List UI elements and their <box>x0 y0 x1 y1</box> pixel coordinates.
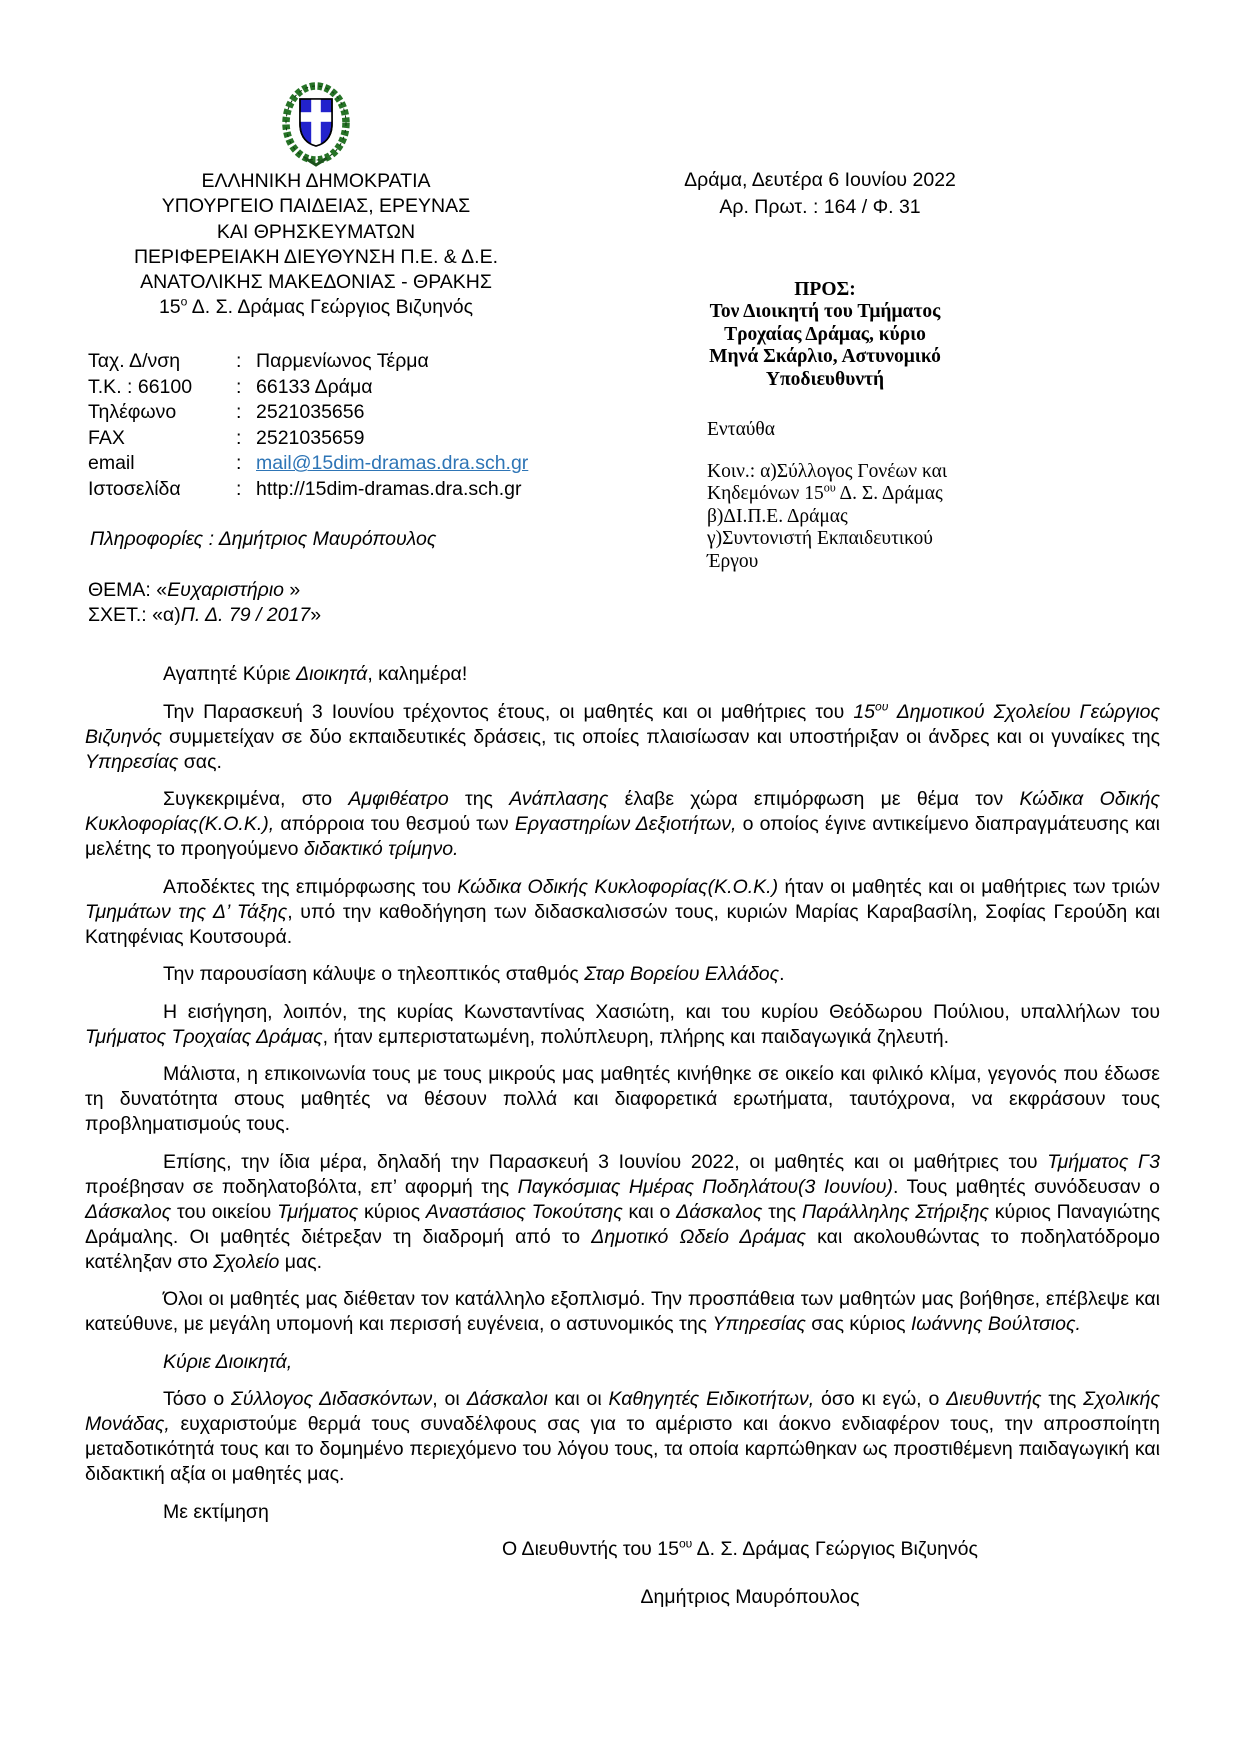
contact-label: Ιστοσελίδα <box>88 477 181 500</box>
pros-line: Μηνά Σκάρλιο, Αστυνομικό <box>709 346 941 368</box>
contact-value: 66133 Δράμα <box>256 375 373 398</box>
contact-value: 2521035656 <box>256 401 365 424</box>
ministry-line: ΠΕΡΙΦΕΡΕΙΑΚΗ ΔΙΕΥΘΥΝΣΗ Π.Ε. & Δ.Ε. <box>133 245 499 268</box>
body-paragraph: Κύριε Διοικητά, <box>163 1350 293 1373</box>
contact-label: FAX <box>88 426 125 449</box>
body-paragraph: Η εισήγηση, λοιπόν, της κυρίας Κωνσταντίνας Χασιώτη, και του κυρίου Θεόδωρου Πούλιου, υπαλλήλων του Τμήματος Τροχαίας Δράμας, ήταν εμπεριστατωμένη, πολύπλευρη, πλήρης και παιδαγωγικά ζηλευτή. <box>85 1000 1160 1048</box>
pros-line: Τροχαίας Δράμας, κύριο <box>724 323 926 345</box>
ministry-line: ΚΑΙ ΘΡΗΣΚΕΥΜΑΤΩΝ <box>216 220 416 243</box>
contact-row-phone <box>88 400 528 426</box>
pros-line: Τον Διοικητή του Τμήματος <box>709 301 941 323</box>
signature-title: Ο Διευθυντής του $15^{o\upsilon}$ Δ. Σ. Δράμας Γεώργιος Βιζυηνός <box>502 1536 978 1560</box>
recipient-block <box>675 279 975 391</box>
body-paragraph: Αποδέκτες της επιμόρφωσης του Κώδικα Οδικής Κυκλοφορίας(Κ.Ο.Κ.) ήταν οι μαθητές και οι μαθήτριες των τριών Τμημάτων της Δ’ Τάξης, υπό την καθοδήγηση των διδασκαλισσών τους, κυριών Μαρίας Καραβασίλη, Σοφίας Γερούδη και Κατηφένιας Κουτσουρά. <box>85 875 1160 948</box>
date-line: Δράμα, Δευτέρα 6 Ιουνίου 2022 <box>684 169 956 191</box>
cc-line: γ)Συντονιστή Εκπαιδευτικού <box>707 528 933 550</box>
info-line: Πληροφορίες : Δημήτριος Μαυρόπουλος <box>90 528 437 550</box>
school-name-line: $15^o$ Δ. Σ. Δράμας Γεώργιος Βιζυηνός <box>158 294 474 319</box>
greek-coat-of-arms-emblem <box>85 82 547 168</box>
pros-line: Υποδιευθυντή <box>765 368 885 390</box>
cc-line: β)ΔΙ.Π.Ε. Δράμας <box>707 505 848 527</box>
contact-label: Τηλέφωνο <box>88 401 177 424</box>
body-paragraph: Επίσης, την ίδια μέρα, δηλαδή την Παρασκευή 3 Ιουνίου 2022, οι μαθητές και οι μαθήτριες του Τμήματος Γ3 προέβησαν σε ποδηλατοβόλτα, επ’ αφορμή της Παγκόσμιας Ημέρας Ποδηλάτου(3 Ιουνίου). Τους μαθητές συνόδευσαν ο Δάσκαλος του οικείου Τμήματος κύριος Αναστάσιος Τοκούτσης και ο Δάσκαλος της Παράλληλης Στήριξης κύριος Παναγιώτης Δράμαλης. Οι μαθητές διέτρεξαν τη διαδρομή από το Δημοτικό Ωδείο Δράμας και ακολουθώντας το ποδηλατόδρομο κατέληξαν στο Σχολείο μας. <box>85 1150 1161 1273</box>
cc-line: Κηδεμόνων $15^{o\upsilon}$ Δ. Σ. Δράμας <box>707 480 943 505</box>
contact-block <box>88 349 528 503</box>
email-link[interactable]: mail@15dim-dramas.dra.sch.gr <box>256 452 529 475</box>
regards-line: Με εκτίμηση <box>163 1500 269 1523</box>
subject-block <box>88 578 321 629</box>
body-paragraph: Όλοι οι μαθητές μας διέθεταν τον κατάλληλο εξοπλισμό. Την προσπάθεια των μαθητών μας βοήθησε, επέβλεψε και κατεύθυνε, με μεγάλη υπομονή και περισσή ευγένεια, ο αστυνομικός της Υπηρεσίας σας κύριος Ιωάννης Βούλτσιος. <box>85 1288 1160 1335</box>
ministry-line: ΕΛΛΗΝΙΚΗ ΔΗΜΟΚΡΑΤΙΑ <box>201 170 431 192</box>
contact-row-fax <box>88 426 528 452</box>
ministry-line: ΥΠΟΥΡΓΕΙΟ ΠΑΙΔΕΙΑΣ, ΕΡΕΥΝΑΣ <box>161 195 471 218</box>
coat-of-arms-icon <box>278 82 354 168</box>
contact-separator: : <box>236 401 242 424</box>
contact-value: Παρμενίωνος Τέρμα <box>256 350 429 372</box>
cc-block <box>707 461 947 573</box>
contact-label: email <box>88 452 135 475</box>
ministry-line: ΑΝΑΤΟΛΙΚΗΣ ΜΑΚΕΔΟΝΙΑΣ - ΘΡΑΚΗΣ <box>140 271 492 294</box>
website-value: http://15dim-dramas.dra.sch.gr <box>256 477 522 500</box>
contact-separator: : <box>236 452 242 475</box>
contact-separator: : <box>236 477 242 500</box>
sxet-line: ΣΧΕΤ.: «α)Π. Δ. 79 / 2017» <box>88 604 322 627</box>
cc-line: Έργου <box>707 550 759 572</box>
letterhead <box>85 169 547 321</box>
greeting-paragraph: Αγαπητέ Κύριε Διοικητά, καλημέρα! <box>163 663 468 685</box>
thema-line: ΘΕΜΑ: «Ευχαριστήριο » <box>88 579 301 601</box>
protocol-number-line: Αρ. Πρωτ. : 164 / Φ. 31 <box>719 195 921 218</box>
contact-value: 2521035659 <box>256 426 365 449</box>
contact-label: Ταχ. Δ/νση <box>88 350 181 372</box>
contact-separator: : <box>236 426 242 449</box>
body-paragraph: Συγκεκριμένα, στο Αμφιθέατρο της Ανάπλασης έλαβε χώρα επιμόρφωση με θέμα τον Κώδικα Οδικής Κυκλοφορίας(Κ.Ο.Κ.), απόρροια του θεσμού των Εργαστηρίων Δεξιοτήτων, ο οποίος έγινε αντικείμενο διαπραγμάτευσης και μελέτης το προηγούμενο διδακτικό τρίμηνο. <box>85 788 1160 860</box>
body-paragraph: Την Παρασκευή 3 Ιουνίου τρέχοντος έτους, οι μαθητές και οι μαθήτριες του $15^{o\upsilon}$ Δημοτικού Σχολείου Γεώργιος Βιζυηνός συμμετείχαν σε δύο εκπαιδευτικές δράσεις, τις οποίες πλαισίωσαν και υποστήριξαν οι άνδρες και οι γυναίκες της Υπηρεσίας σας. <box>85 699 1161 773</box>
contact-row-address <box>88 349 528 375</box>
contact-label: Τ.Κ. : 66100 <box>88 375 193 398</box>
letter-body <box>85 662 1160 1610</box>
body-paragraph: Την παρουσίαση κάλυψε ο τηλεοπτικός σταθμός Σταρ Βορείου Ελλάδος. <box>163 963 785 985</box>
contact-row-postal <box>88 375 528 401</box>
signature-name: Δημήτριος Μαυρόπουλος <box>640 1586 860 1608</box>
contact-separator: : <box>236 350 242 372</box>
contact-row-email <box>88 451 528 477</box>
pros-heading: ΠΡΟΣ: <box>794 279 856 300</box>
cc-line: Κοιν.: α)Σύλλογος Γονέων και <box>707 461 948 482</box>
entautha-line: Ενταύθα <box>707 419 775 440</box>
date-protocol-block <box>664 167 976 220</box>
body-paragraph: Τόσο ο Σύλλογος Διδασκόντων, οι Δάσκαλοι και οι Καθηγητές Ειδικοτήτων, όσο κι εγώ, ο Διευθυντής της Σχολικής Μονάδας, ευχαριστούμε θερμά τους συναδέλφους σας για το αμέριστο και άοκνο ενδιαφέρον τους, την απροσποίητη μεταδοτικότητά τους και το δομημένο περιεχόμενο του λόγου τους, τα οποία καρπώθηκαν ως προστιθέμενη παιδαγωγική και διδακτική αξία οι μαθητές μας. <box>85 1388 1160 1485</box>
contact-separator: : <box>236 375 242 398</box>
body-paragraph: Μάλιστα, η επικοινωνία τους με τους μικρούς μας μαθητές κινήθηκε σε οικείο και φιλικό κλίμα, γεγονός που έδωσε τη δυνατότητα στους μαθητές να θέσουν πολλά και διαφορετικά ερωτήματα, ταυτόχρονα, να εκφράσουν τους προβληματισμούς τους. <box>85 1063 1160 1135</box>
contact-row-website <box>88 477 528 503</box>
